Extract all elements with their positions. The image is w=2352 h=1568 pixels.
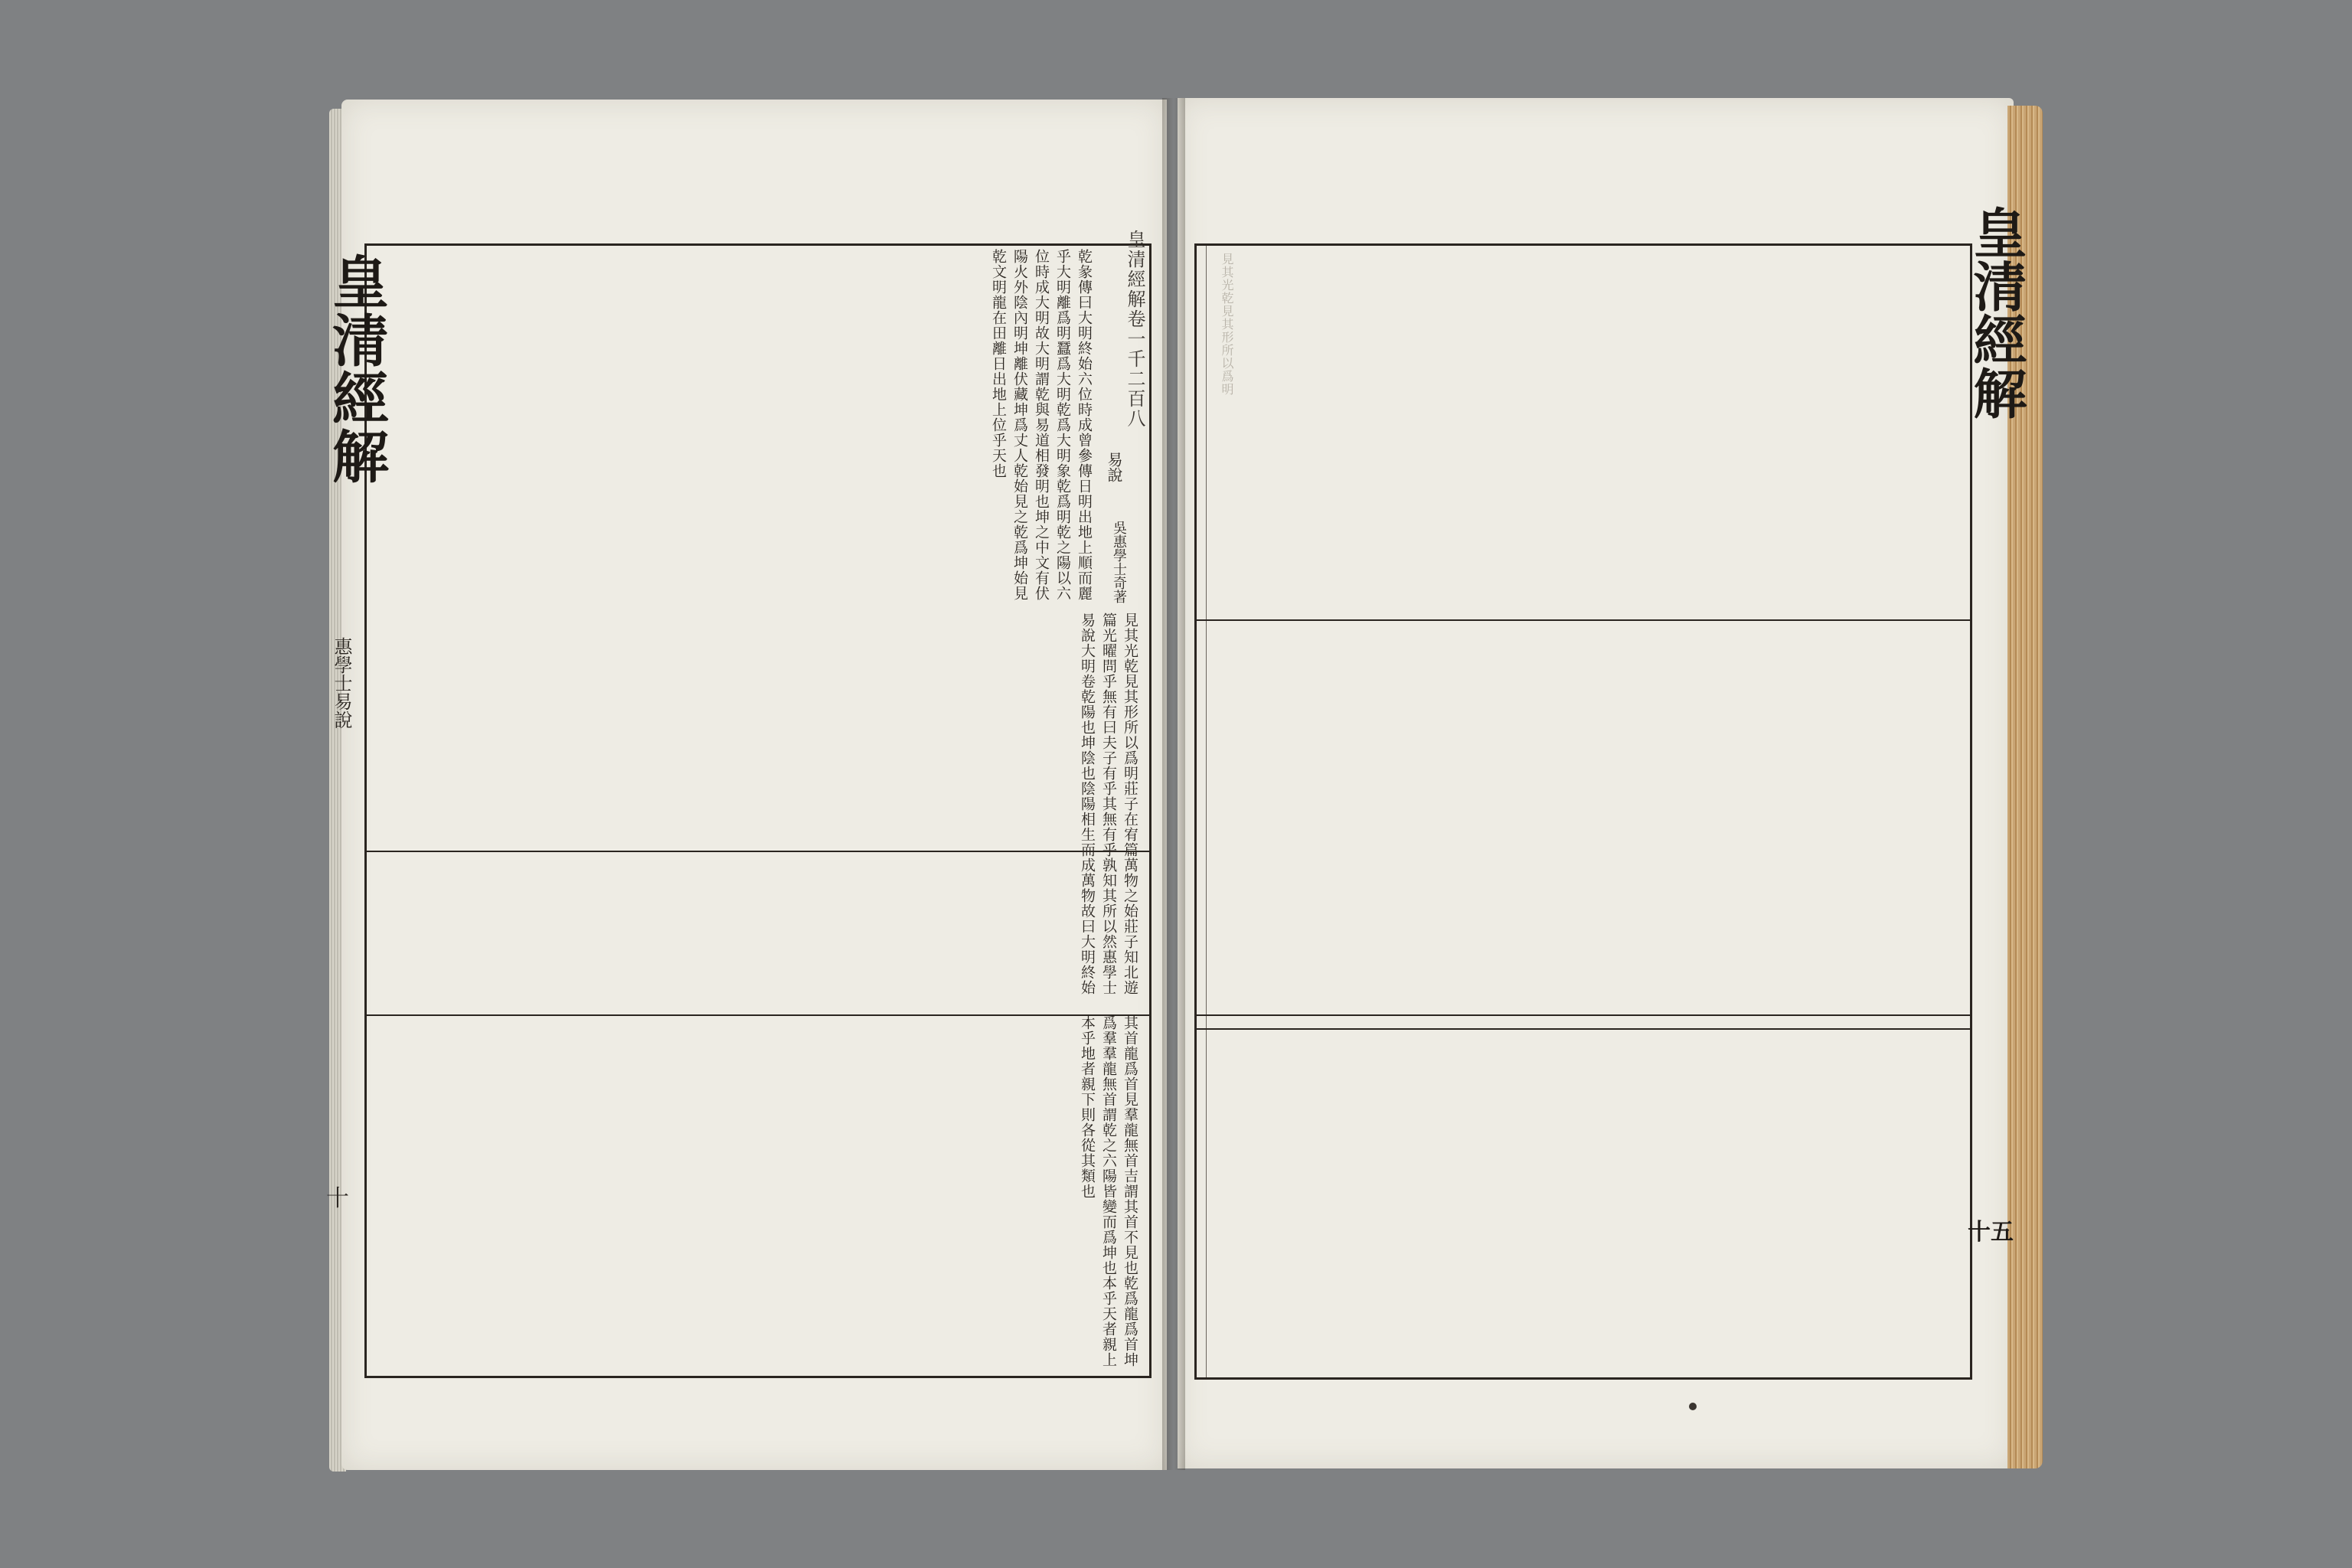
right-page-number: 十五 (1968, 1219, 2014, 1246)
left-page-number: 十 (326, 1185, 349, 1212)
section-heading: 易說 (1105, 452, 1123, 482)
right-page-frame (1194, 243, 1972, 1380)
ink-spot (1689, 1403, 1697, 1410)
side-title: 皇清經解 (323, 253, 389, 485)
footer-label: 惠學士易說 (331, 637, 352, 729)
author-line: 吳惠學士奇著 (1111, 521, 1127, 603)
bleed-through-text: 見其光乾見其形所以爲明 (1220, 253, 1234, 396)
right-frame-divider-lower (1197, 1028, 1970, 1030)
lower-text-block: 其首龍爲首見羣龍無首吉謂其首不見也乾爲龍爲首坤爲羣羣龍無首謂乾之六陽皆變而爲坤也本乎天者親上本乎地者親下則各從其類也 (1079, 1015, 1138, 1367)
running-header: 皇清經解卷一千二百八 (1124, 230, 1145, 429)
right-side-title: 皇清經解 (1965, 205, 2028, 420)
right-frame-divider-middle (1197, 1014, 1970, 1016)
middle-text-block: 見其光乾見其形所以爲明莊子在宥篇萬物之始莊子知北遊篇光曜問乎無有曰夫子有乎其無有乎孰知其所以然惠學士易說大明卷乾陽也坤陰也陰陽相生而成萬物故曰大明終始 (1079, 612, 1138, 995)
upper-text-block: 乾彖傳曰大明終始六位時成曾參傳日明出地上順而麗乎大明離爲明蠶爲大明乾爲大明象乾爲明乾之陽以六位時成大明故大明謂乾與易道相發明也坤之中文有伏陽火外陰內明坤離伏藏坤爲丈人乾始見之乾爲坤始見乾文明龍在田離日出地上位乎天也 (990, 249, 1093, 601)
book-gutter (1162, 98, 1185, 1470)
right-frame-divider-upper (1197, 619, 1970, 621)
